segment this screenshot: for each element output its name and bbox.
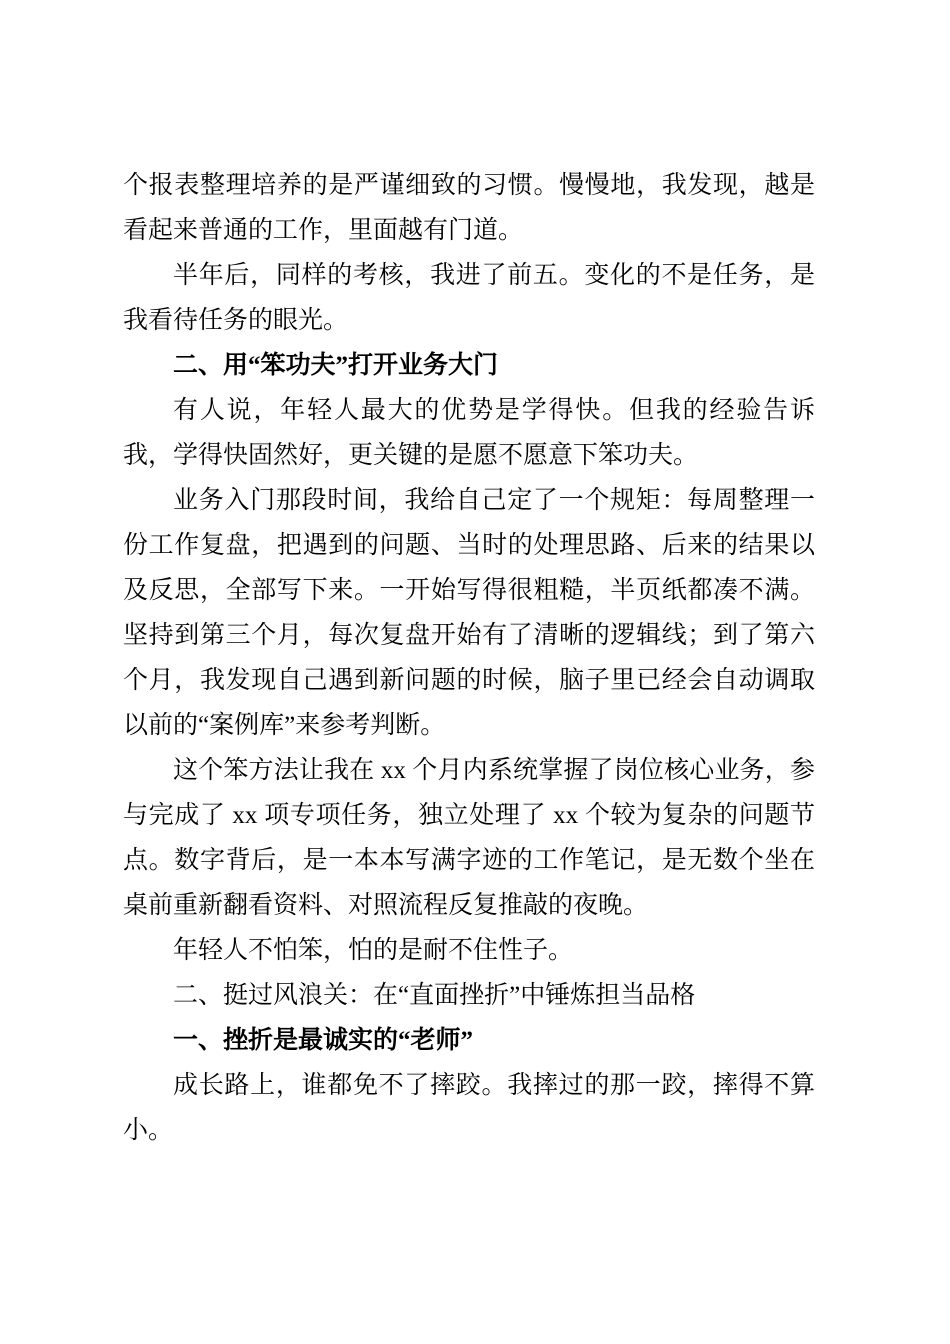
document-body (123, 163, 815, 1153)
body-paragraph: 年轻人不怕笨，怕的是耐不住性子。 (173, 937, 574, 964)
body-paragraph: 有人说，年轻人最大的优势是学得快。但我的经验告诉我，学得快固然好，更关键的是愿不愿意下笨功夫。 (123, 397, 815, 469)
body-paragraph: 成长路上，谁都免不了摔跤。我摔过的那一跤，摔得不算小。 (123, 1072, 815, 1144)
section-heading-cuozhe: 一、挫折是最诚实的“老师” (173, 1027, 474, 1054)
body-paragraph: 半年后，同样的考核，我进了前五。变化的不是任务，是我看待任务的眼光。 (123, 262, 815, 334)
section-heading-ben-gongfu: 二、用“笨功夫”打开业务大门 (173, 352, 499, 379)
section-line-fenglang: 二、挺过风浪关：在“直面挫折”中锤炼担当品格 (173, 982, 696, 1009)
body-paragraph: 这个笨方法让我在 xx 个月内系统掌握了岗位核心业务，参与完成了 xx 项专项任务，独立处理了 xx 个较为复杂的问题节点。数字背后，是一本本写满字迹的工作笔记，是无数个坐在桌前重新翻看资料、对照流程反复推敲的夜晚。 (123, 757, 815, 919)
body-paragraph-continuation: 个报表整理培养的是严谨细致的习惯。慢慢地，我发现，越是看起来普通的工作，里面越有门道。 (123, 172, 815, 244)
body-paragraph: 业务入门那段时间，我给自己定了一个规矩：每周整理一份工作复盘，把遇到的问题、当时的处理思路、后来的结果以及反思，全部写下来。一开始写得很粗糙，半页纸都凑不满。坚持到第三个月，每次复盘开始有了清晰的逻辑线；到了第六个月，我发现自己遇到新问题的时候，脑子里已经会自动调取以前的“案例库”来参考判断。 (123, 487, 815, 739)
